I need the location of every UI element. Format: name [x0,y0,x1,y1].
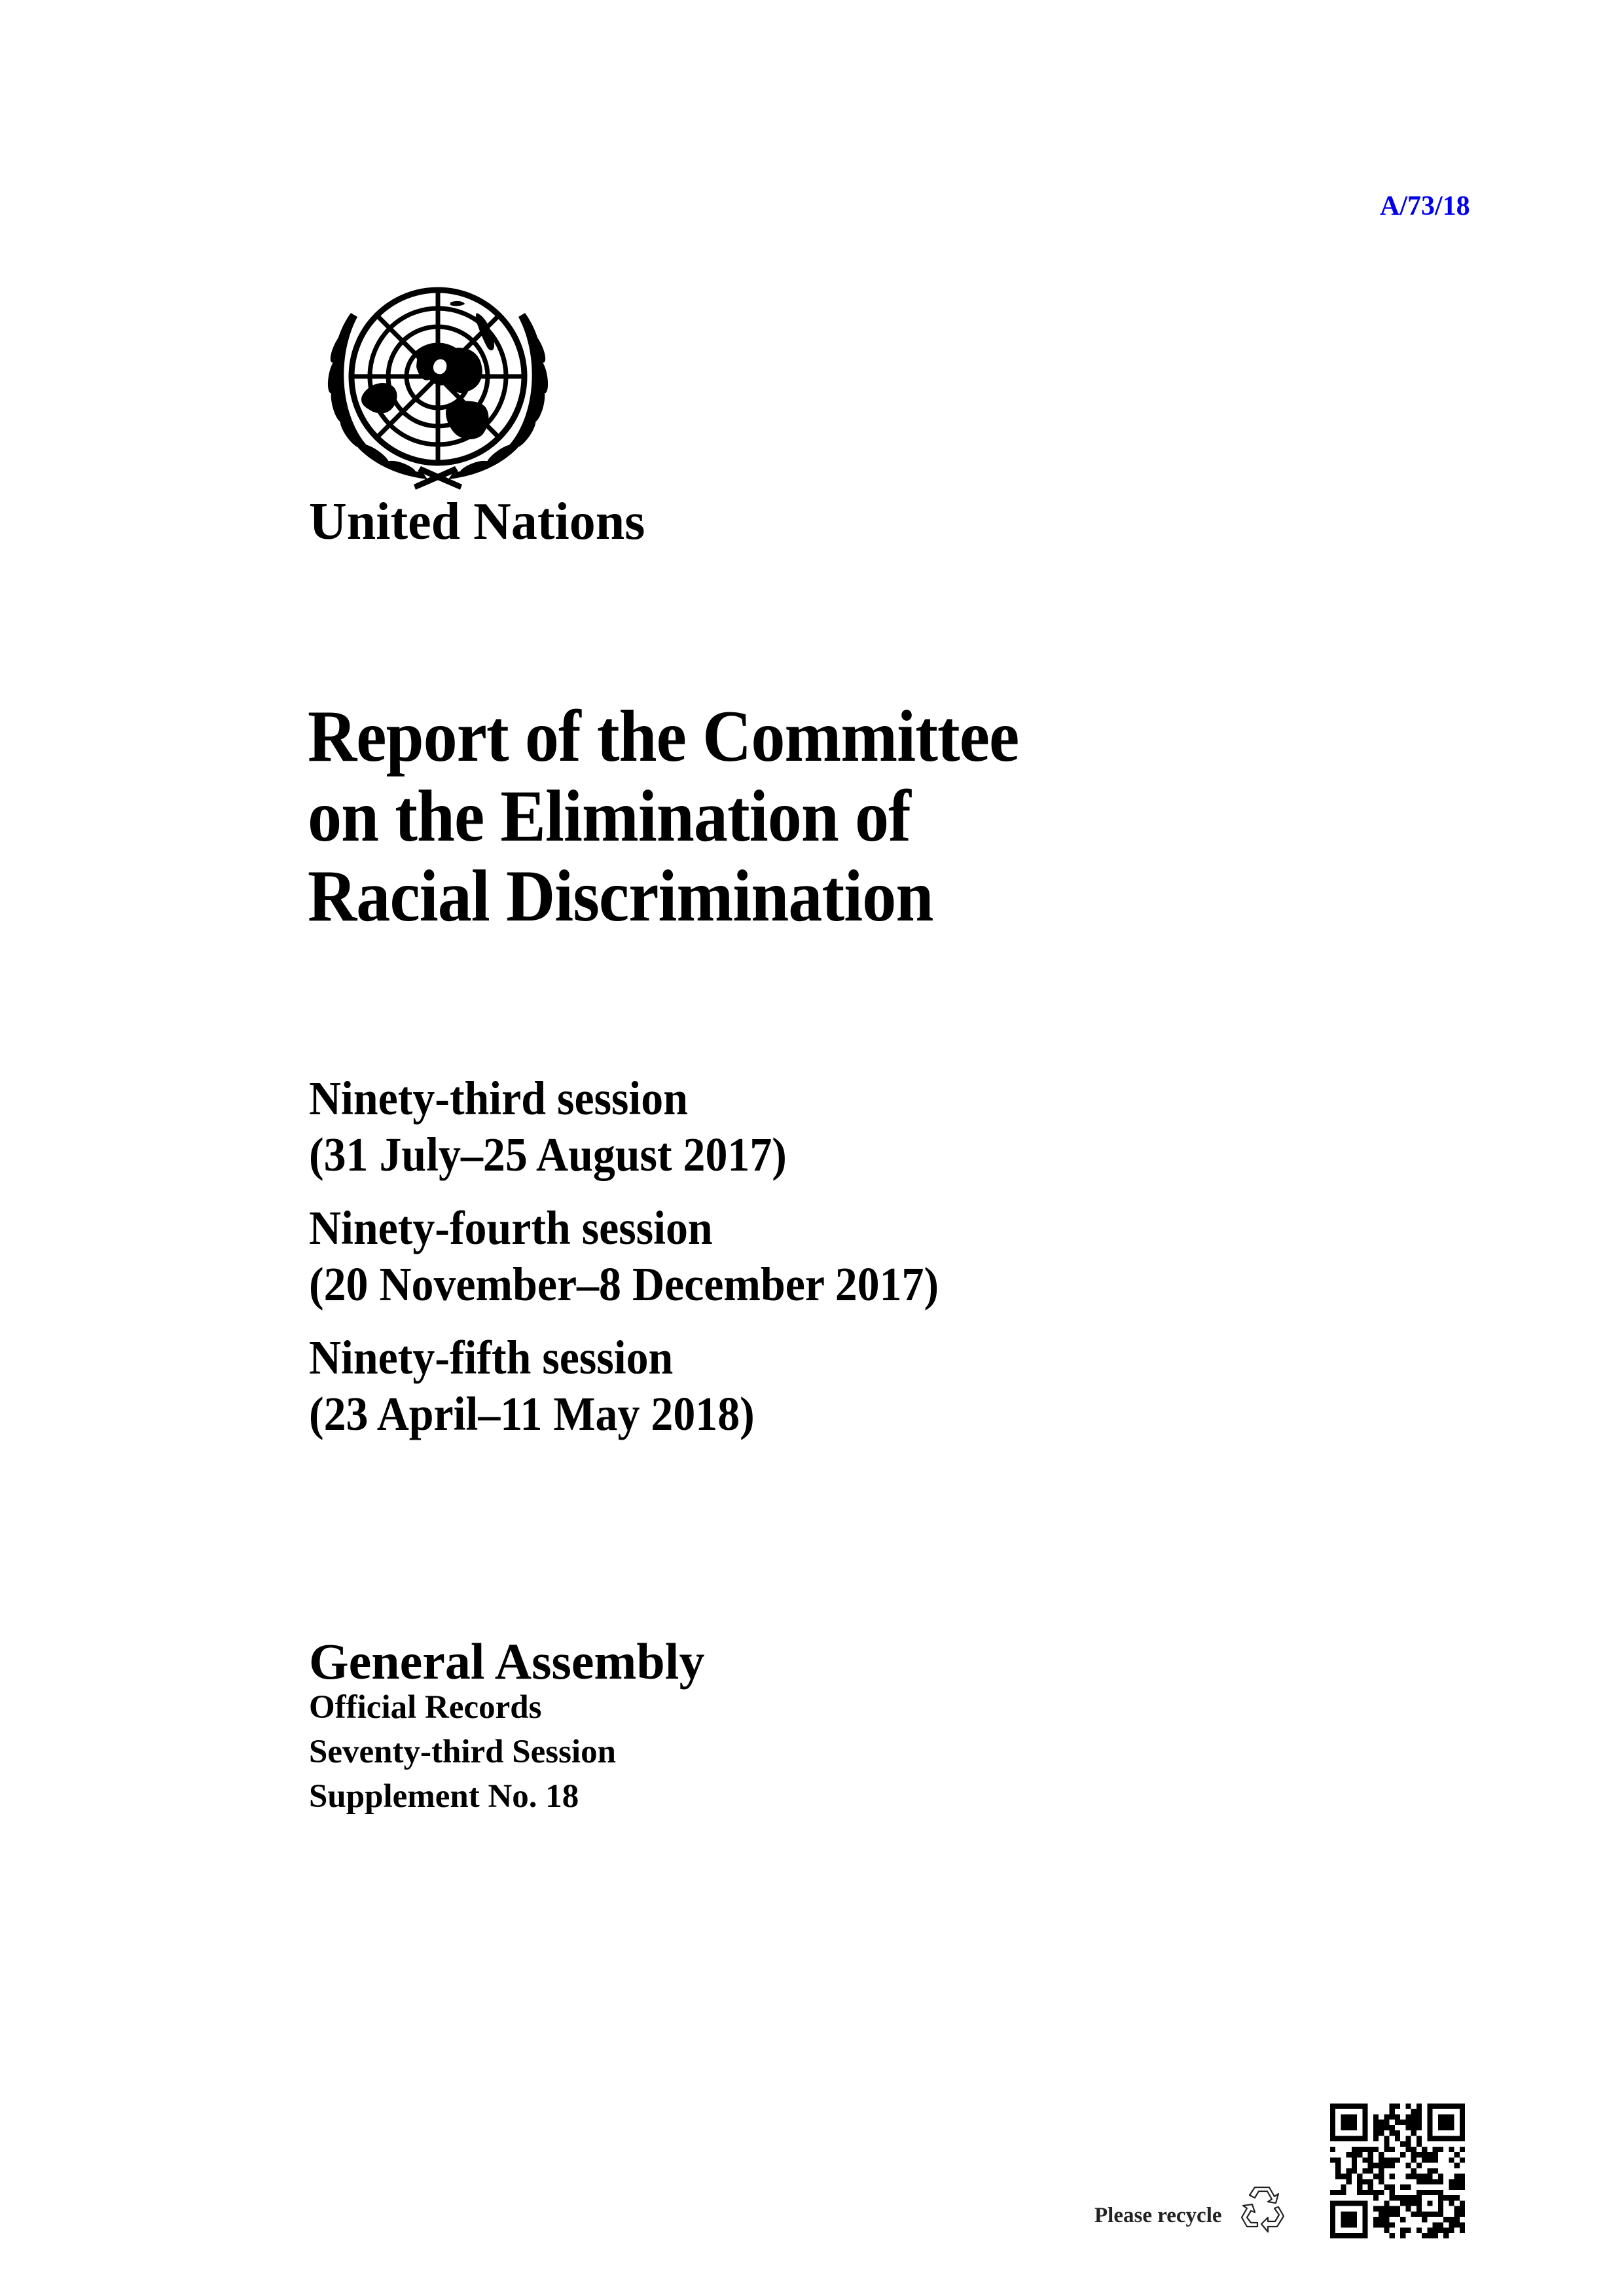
recycle-icon [1239,2183,1285,2234]
assembly-session: Seventy-third Session [309,1734,616,1770]
session-item [309,1070,939,1183]
session-item [309,1330,939,1442]
session-dates: (20 November–8 December 2017) [309,1258,939,1311]
document-symbol: A/73/18 [1380,191,1470,221]
general-assembly-title: General Assembly [309,1633,705,1690]
title-line: Report of the Committee [308,696,1019,777]
title-line: on the Elimination of [308,776,911,857]
official-records: Official Records [309,1689,542,1726]
qr-code-icon [1330,2104,1465,2238]
un-emblem-icon [313,275,563,491]
title-line: Racial Discrimination [308,856,933,937]
supplement-number: Supplement No. 18 [309,1778,579,1815]
document-title [308,697,1019,936]
session-name: Ninety-fifth session [309,1331,674,1384]
recycle-label: Please recycle [1094,2204,1222,2227]
session-list [309,1070,939,1459]
session-name: Ninety-fourth session [309,1201,713,1254]
session-dates: (23 April–11 May 2018) [309,1387,755,1440]
session-dates: (31 July–25 August 2017) [309,1128,787,1181]
organization-name: United Nations [309,493,645,551]
session-name: Ninety-third session [309,1072,688,1125]
general-assembly-block [309,1634,704,1819]
session-item [309,1200,939,1313]
